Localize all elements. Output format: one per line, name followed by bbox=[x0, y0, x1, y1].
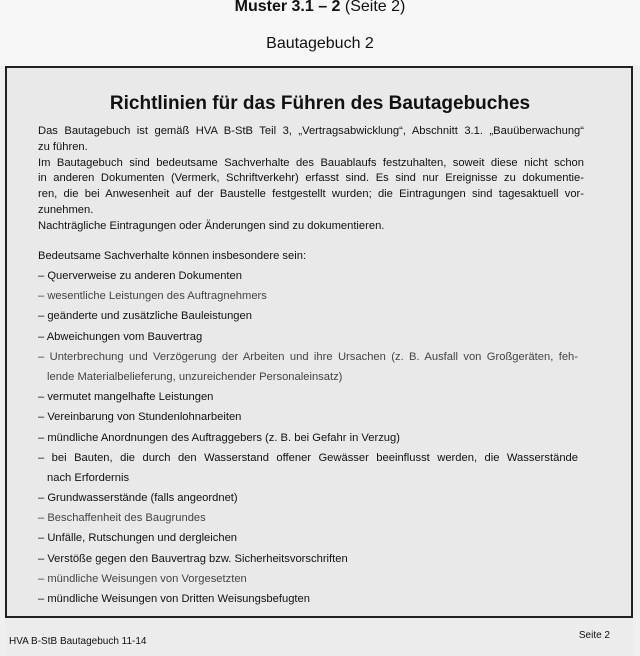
list-item: – Beschaffenheit des Baugrundes bbox=[38, 512, 206, 525]
intro-p2-line3: ren, die bei Anwesenheit auf der Baustelle festgestellt wurden; die Eintragungen sind tagesaktuell vor- bbox=[38, 188, 584, 201]
list-item-line1: – bei Bauten, die durch den Wasserstand offener Gewässer beeinflusst werden, die Wasserstände bbox=[38, 451, 578, 464]
list-item: – Verstöße gegen den Bauvertrag bzw. Sicherheitsvorschriften bbox=[38, 552, 348, 565]
list-item bbox=[38, 448, 578, 488]
list-item: – wesentliche Leistungen des Auftragnehmers bbox=[38, 290, 267, 303]
list-item: – mündliche Weisungen von Vorgesetzten bbox=[38, 572, 247, 585]
list-item bbox=[38, 347, 578, 387]
intro-p2-line2: in anderen Dokumenten (Vermerk, Schriftverkehr) erfasst sind. Es sind nur Ereignisse zu dokumentie- bbox=[38, 172, 584, 185]
list-item: – vermutet mangelhafte Leistungen bbox=[38, 391, 214, 404]
intro-text bbox=[38, 124, 584, 235]
list-item: – mündliche Weisungen von Dritten Weisungsbefugten bbox=[38, 593, 310, 606]
list-item-line1: – Unterbrechung und Verzögerung der Arbeiten und ihre Ursachen (z. B. Ausfall von Großgeräten, feh- bbox=[38, 350, 578, 363]
document-title: Richtlinien für das Führen des Bautagebuches bbox=[109, 93, 531, 114]
list-item: – Unfälle, Rutschungen und dergleichen bbox=[38, 532, 238, 545]
page-header bbox=[0, 0, 640, 66]
list-item: – geänderte und zusätzliche Bauleistungen bbox=[38, 310, 252, 323]
intro-p2-line1: Im Bautagebuch sind bedeutsame Sachverhalte des Bauablaufs festzuhalten, soweit diese nicht schon bbox=[38, 156, 584, 169]
form-number-bold: Muster 3.1 – 2 bbox=[234, 0, 341, 15]
list-item-line2: lende Materialbelieferung, unzureichender Personaleinsatz) bbox=[47, 370, 343, 383]
form-page-ref: (Seite 2) bbox=[340, 0, 406, 15]
list-heading: Bedeutsame Sachverhalte können insbesondere sein: bbox=[38, 250, 307, 262]
list-item: – Vereinbarung von Stundenlohnarbeiten bbox=[38, 411, 242, 424]
list-item: – Querverweise zu anderen Dokumenten bbox=[38, 270, 242, 282]
list-item: – Grundwasserstände (falls angeordnet) bbox=[38, 492, 238, 505]
footer-page-number: Seite 2 bbox=[578, 630, 610, 641]
list-item: – mündliche Anordnungen des Auftraggebers (z. B. bei Gefahr in Verzug) bbox=[38, 431, 400, 444]
form-number bbox=[0, 0, 640, 17]
intro-p2-line4: zunehmen. bbox=[38, 203, 94, 216]
intro-p3: Nachträgliche Eintragungen oder Änderungen sind zu dokumentieren. bbox=[38, 219, 385, 232]
list-item-line2: nach Erfordernis bbox=[47, 471, 130, 484]
footer-document-id: HVA B-StB Bautagebuch 11-14 bbox=[9, 636, 147, 647]
list-item: – Abweichungen vom Bauvertrag bbox=[38, 330, 203, 343]
intro-p1-line1: Das Bautagebuch ist gemäß HVA B-StB Teil 3, „Vertragsabwicklung“, Abschnitt 3.1. „Bauüberwachung“ bbox=[38, 125, 584, 137]
intro-p1-line2: zu führen. bbox=[38, 140, 88, 153]
item-list bbox=[38, 266, 578, 609]
form-subtitle: Bautagebuch 2 bbox=[266, 35, 374, 52]
